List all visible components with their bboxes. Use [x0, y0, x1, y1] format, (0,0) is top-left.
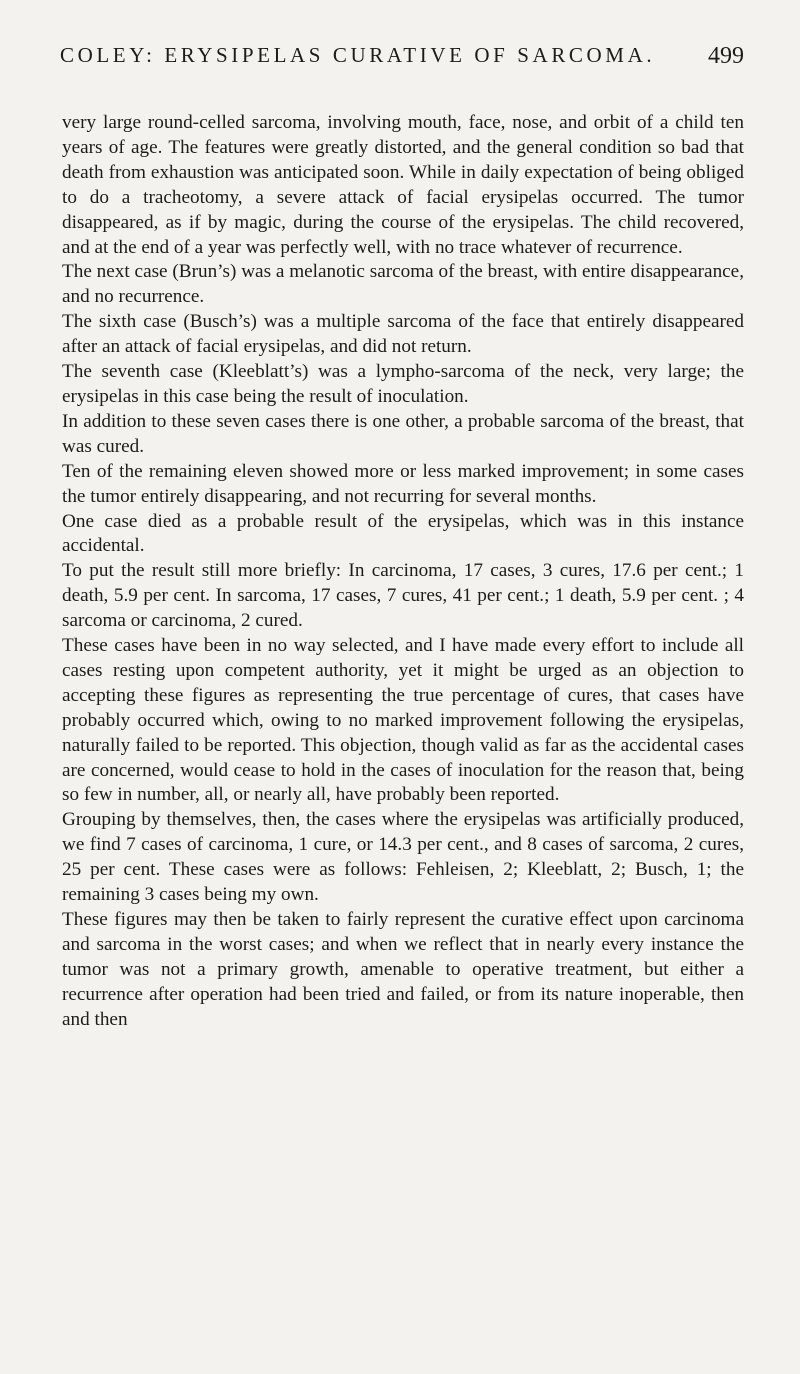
running-head: COLEY: ERYSIPELAS CURATIVE OF SARCOMA. [60, 43, 656, 67]
paragraph: Ten of the remaining eleven showed more or less marked improvement; in some cases the tumor entirely disappearing, and not recurring for several months. [62, 460, 744, 507]
paragraph: These figures may then be taken to fairly represent the curative effect upon carcinoma and sarcoma in the worst cases; and when we reflect that in nearly every instance the tumor was not a primary growth, amenable to operative treatment, but either a recurrence after operation had been tried and failed, or from its nature inoperable, then and then [62, 909, 744, 1030]
paragraph: To put the result still more briefly: In carcinoma, 17 cases, 3 cures, 17.6 per cent.; 1 death, 5.9 per cent. In sarcoma, 17 cases, 7 cures, 41 per cent.; 1 death, 5.9 per cent. ; 4 sarcoma or carcinoma, 2 cured. [62, 560, 744, 632]
page-number: 499 [708, 43, 744, 69]
paragraph: These cases have been in no way selected, and I have made every effort to include all cases resting upon competent authority, yet it might be urged as an objection to accepting these figures as representing the true percentage of cures, that cases have probably occurred which, owing to no marked improvement following the erysipelas, naturally failed to be reported. This objection, though valid as far as the accidental cases are concerned, would cease to hold in the cases of inoculation for the reason that, being so few in number, all, or nearly all, have probably been reported. [62, 635, 744, 806]
paragraph: The sixth case (Busch’s) was a multiple sarcoma of the face that entirely disappeared after an attack of facial erysipelas, and did not return. [62, 311, 744, 358]
page-header [60, 43, 744, 77]
paragraph: One case died as a probable result of the erysipelas, which was in this instance accidental. [62, 510, 744, 557]
paragraph: very large round-celled sarcoma, involving mouth, face, nose, and orbit of a child ten years of age. The features were greatly distorted, and the general condition so bad that death from exhaustion was anticipated soon. While in daily expectation of being obliged to do a tracheotomy, a severe attack of facial erysipelas occurred. The tumor disappeared, as if by magic, during the course of the erysipelas. The child recovered, and at the end of a year was perfectly well, with no trace whatever of recurrence. [62, 112, 744, 258]
paragraph: In addition to these seven cases there is one other, a probable sarcoma of the breast, that was cured. [62, 410, 744, 457]
paragraph: The next case (Brun’s) was a melanotic sarcoma of the breast, with entire disappearance, and no recurrence. [62, 261, 744, 308]
paragraph: Grouping by themselves, then, the cases where the erysipelas was artificially produced, we find 7 cases of carcinoma, 1 cure, or 14.3 per cent., and 8 cases of sarcoma, 2 cures, 25 per cent. These cases were as follows: Fehleisen, 2; Kleeblatt, 2; Busch, 1; the remaining 3 cases being my own. [62, 809, 744, 906]
paragraph: The seventh case (Kleeblatt’s) was a lympho-sarcoma of the neck, very large; the erysipelas in this case being the result of inoculation. [62, 361, 744, 407]
body-text [62, 111, 744, 1033]
